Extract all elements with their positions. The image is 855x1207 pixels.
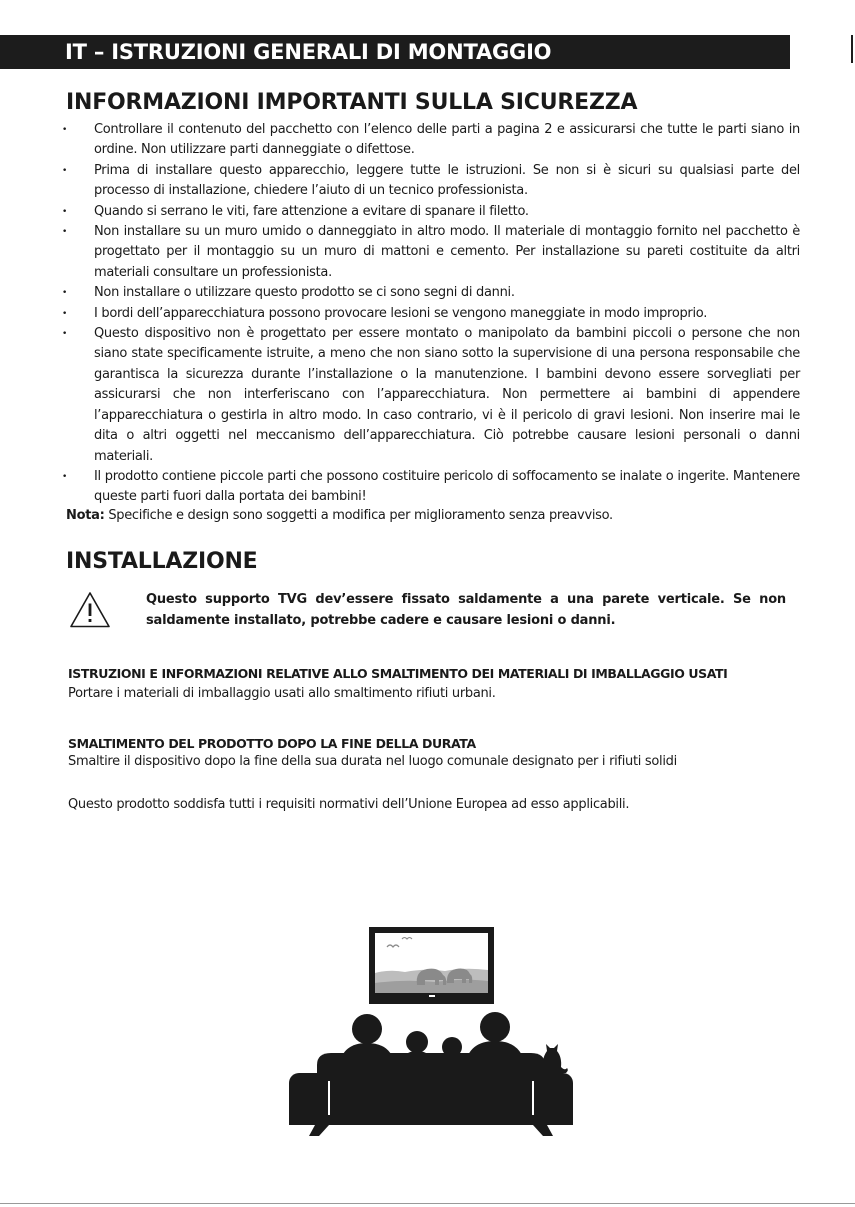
safety-item [62, 120, 800, 161]
safety-item [62, 324, 800, 467]
page-title: IT – ISTRUZIONI GENERALI DI MONTAGGIO [65, 40, 552, 64]
safety-item-text: • Controllare il contenuto del pacchetto con l’elenco delle parti a pagina 2 e assicurarsi che tutte le parti siano in ordine. Non utilizzare parti danneggiate o difettose. [94, 122, 800, 158]
family-watching-tv-illustration [285, 925, 577, 1137]
safety-item [62, 202, 800, 222]
product-disposal-text: Smaltire il dispositivo dopo la fine della sua durata nel luogo comunale designato per i rifiuti solidi [68, 754, 677, 769]
note-label: Nota: [66, 508, 105, 523]
note-paragraph [66, 506, 806, 526]
safety-item-text: • I bordi dell’apparecchiatura possono provocare lesioni se vengono maneggiate in modo improprio. [94, 305, 708, 321]
safety-item-text: • Prima di installare questo apparecchio, leggere tutte le istruzioni. Se non si è sicuri su qualsiasi parte del processo di installazione, chiedere l’aiuto di un tecnico professionista. [94, 162, 800, 199]
eu-compliance-text: Questo prodotto soddisfa tutti i requisiti normativi dell’Unione Europea ad esso applicabili. [68, 797, 630, 812]
packaging-disposal-heading: ISTRUZIONI E INFORMAZIONI RELATIVE ALLO SMALTIMENTO DEI MATERIALI DI IMBALLAGGIO USATI [68, 666, 728, 681]
packaging-disposal-text: Portare i materiali di imballaggio usati allo smaltimento rifiuti urbani. [68, 686, 496, 701]
safety-item [62, 467, 800, 508]
safety-list [62, 120, 800, 508]
safety-item [62, 304, 800, 324]
safety-item-text: • Il prodotto contiene piccole parti che possono costituire pericolo di soffocamento se inalate o ingerite. Mantenere queste parti fuori dalla portata dei bambini! [94, 468, 800, 505]
safety-item-text: • Quando si serrano le viti, fare attenzione a evitare di spanare il filetto. [94, 203, 529, 219]
warning-triangle-icon [69, 591, 111, 629]
safety-item-text: • Questo dispositivo non è progettato per essere montato o manipolato da bambini piccoli o persone che non siano state specificamente istruite, a meno che non siano sotto la supervisione di una persona responsabile che garantisca la sicurezza durante l’installazione o la manutenzione. I bambini devono essere sorvegliati per assicurarsi che non interferiscano con l’apparecchiatura. Non permettere ai bambini di appendere l’apparecchiatura o gestirla in altro modo. In caso contrario, vi è il pericolo di gravi lesioni. Non inserire mai le dita o altri oggetti nel meccanismo dell’apparecchiatura. Ciò potrebbe causare lesioni personali o danni materiali. [94, 326, 800, 464]
safety-item-text: • Non installare o utilizzare questo prodotto se ci sono segni di danni. [94, 285, 515, 301]
product-disposal-heading: SMALTIMENTO DEL PRODOTTO DOPO LA FINE DELLA DURATA [68, 736, 476, 751]
footer-rule [0, 1203, 855, 1204]
installation-warning-text: Questo supporto TVG dev’essere fissato saldamente a una parete verticale. Se non saldamente installato, potrebbe cadere e causare lesioni o danni. [146, 592, 786, 628]
safety-item [62, 222, 800, 283]
installation-section-title: INSTALLAZIONE [66, 549, 258, 574]
safety-section-title: INFORMAZIONI IMPORTANTI SULLA SICUREZZA [66, 90, 638, 115]
note-text: Specifiche e design sono soggetti a modifica per miglioramento senza preavviso. [104, 508, 613, 523]
edge-tab-marker [851, 35, 853, 63]
safety-item-text: • Non installare su un muro umido o danneggiato in altro modo. Il materiale di montaggio fornito nel pacchetto è progettato per il montaggio su un muro di mattoni e cemento. Per installazione su pareti costituite da altri materiali consultare un professionista. [94, 224, 800, 280]
safety-item [62, 283, 800, 303]
safety-item [62, 161, 800, 202]
